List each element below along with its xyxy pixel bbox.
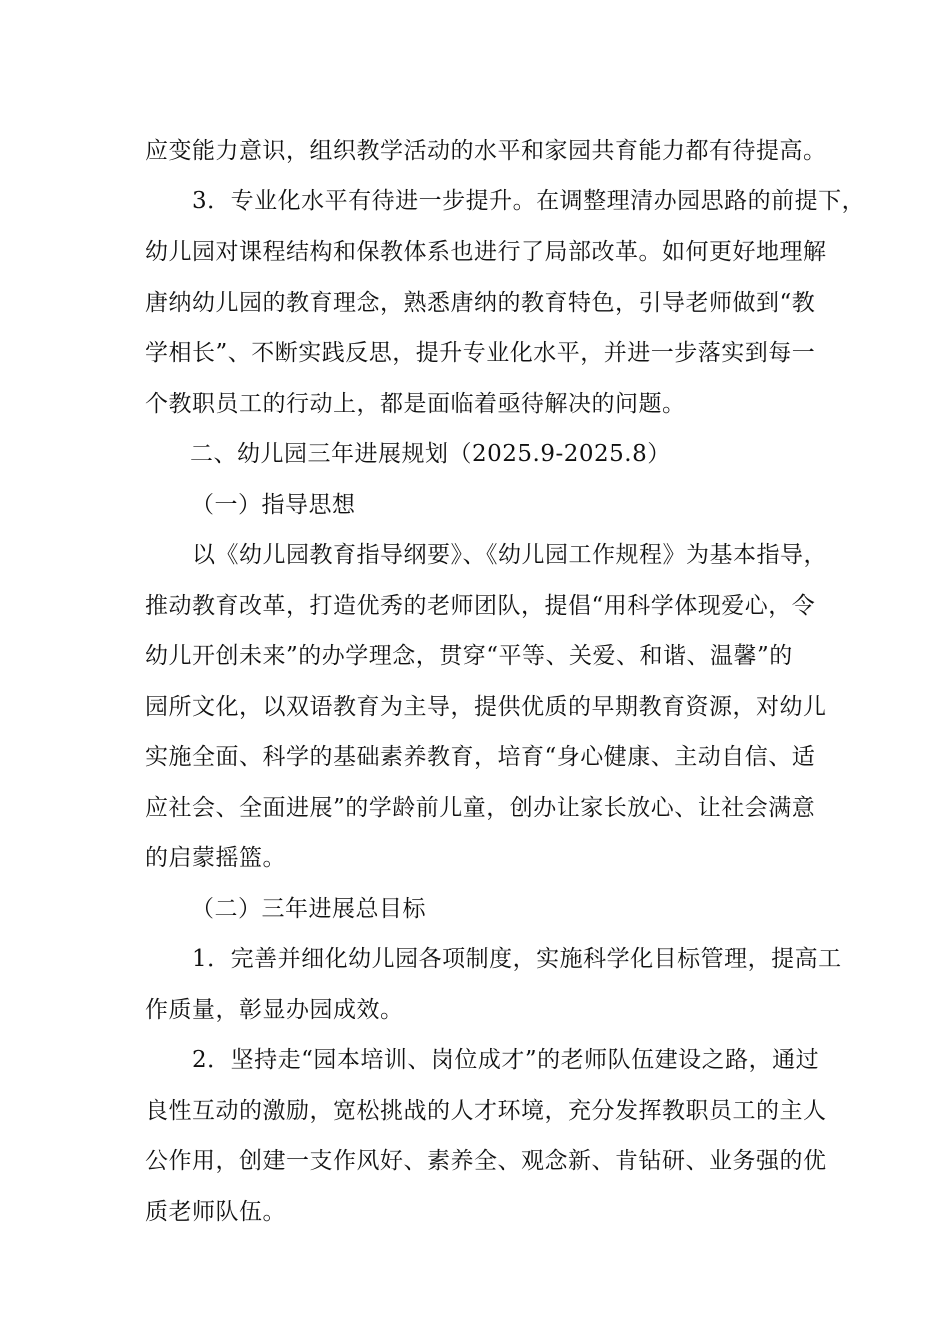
body-line: 3．专业化水平有待进一步提升。在调整理清办园思路的前提下， — [192, 188, 866, 214]
body-line: 的启蒙摇篮。 — [145, 845, 286, 871]
body-line: 推动教育改革，打造优秀的老师团队，提倡“用科学体现爱心，令 — [145, 593, 816, 619]
body-line: 应社会、全面进展”的学龄前儿童，创办让家长放心、让社会满意 — [145, 795, 816, 821]
section-heading: 二、幼儿园三年进展规划（2025.9-2025.8） — [190, 441, 671, 467]
body-line: 实施全面、科学的基础素养教育，培育“身心健康、主动自信、适 — [145, 744, 816, 770]
body-line: 良性互动的激励，宽松挑战的人才环境，充分发挥教职员工的主人 — [145, 1098, 827, 1124]
body-line: 应变能力意识，组织教学活动的水平和家园共育能力都有待提高。 — [145, 138, 827, 164]
body-line: 1．完善并细化幼儿园各项制度，实施科学化目标管理，提高工 — [192, 946, 842, 972]
body-line: 质老师队伍。 — [145, 1199, 286, 1225]
subsection-heading: （一）指导思想 — [191, 492, 356, 518]
body-line: 学相长”、不断实践反思，提升专业化水平，并进一步落实到每一 — [145, 340, 816, 366]
body-line: 作质量，彰显办园成效。 — [145, 997, 404, 1023]
body-line: 园所文化，以双语教育为主导，提供优质的早期教育资源，对幼儿 — [145, 694, 827, 720]
subsection-heading: （二）三年进展总目标 — [191, 896, 426, 922]
body-line: 幼儿开创未来”的办学理念，贯穿“平等、关爱、和谐、温馨”的 — [145, 643, 793, 669]
body-line: 2．坚持走“园本培训、岗位成才”的老师队伍建设之路，通过 — [192, 1047, 820, 1073]
body-line: 公作用，创建一支作风好、素养全、观念新、肯钻研、业务强的优 — [145, 1148, 827, 1174]
body-line: 幼儿园对课程结构和保教体系也进行了局部改革。如何更好地理解 — [145, 239, 827, 265]
body-line: 个教职员工的行动上，都是面临着亟待解决的问题。 — [145, 391, 686, 417]
body-line: 以《幼儿园教育指导纲要》、《幼儿园工作规程》为基本指导， — [192, 542, 827, 568]
body-line: 唐纳幼儿园的教育理念，熟悉唐纳的教育特色，引导老师做到“教 — [145, 290, 816, 316]
